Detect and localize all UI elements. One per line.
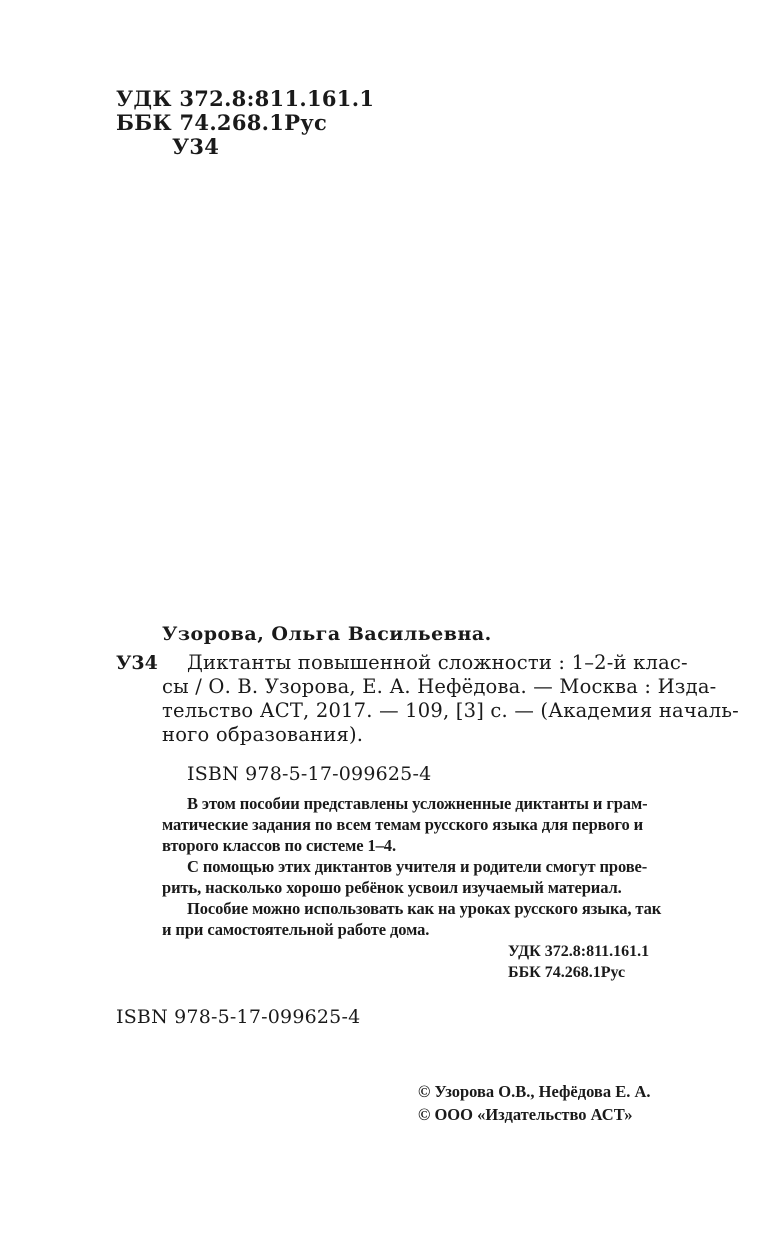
copyright-authors: © Узорова О.В., Нефёдова Е. А.	[418, 1082, 651, 1101]
author-code: У34	[172, 134, 220, 159]
udk-code: УДК 372.8:811.161.1	[116, 86, 375, 111]
bib-line-3: тельство АСТ, 2017. — 109, [3] с. — (Академия началь-	[162, 699, 739, 722]
entry-isbn: ISBN 978-5-17-099625-4	[187, 763, 432, 785]
bbk-code: ББК 74.268.1Рус	[116, 110, 328, 135]
annotation-bbk: ББК 74.268.1Рус	[508, 964, 626, 981]
annotation-line-1: В этом пособии представлены усложненные диктанты и грам-	[187, 794, 648, 813]
entry-author-code: У34	[116, 652, 158, 674]
annotation-line-4: С помощью этих диктантов учителя и родители смогут прове-	[187, 857, 648, 876]
copyright-publisher: © ООО «Издательство АСТ»	[418, 1105, 633, 1124]
bib-line-2: сы / О. В. Узорова, Е. А. Нефёдова. — Москва : Изда-	[162, 675, 717, 698]
bottom-isbn: ISBN 978-5-17-099625-4	[116, 1006, 361, 1028]
annotation-line-2: матические задания по всем темам русского языка для первого и	[162, 815, 644, 834]
bib-line-4: ного образования).	[162, 723, 364, 746]
bib-line-1: Диктанты повышенной сложности : 1–2-й клас-	[187, 651, 688, 674]
annotation-line-3: второго классов по системе 1–4.	[162, 836, 396, 855]
annotation-line-5: рить, насколько хорошо ребёнок усвоил изучаемый материал.	[162, 878, 622, 897]
annotation-udk: УДК 372.8:811.161.1	[508, 943, 650, 960]
author-heading: Узорова, Ольга Васильевна.	[162, 623, 492, 645]
annotation-line-6: Пособие можно использовать как на уроках русского языка, так	[187, 899, 662, 918]
annotation-line-7: и при самостоятельной работе дома.	[162, 920, 430, 939]
